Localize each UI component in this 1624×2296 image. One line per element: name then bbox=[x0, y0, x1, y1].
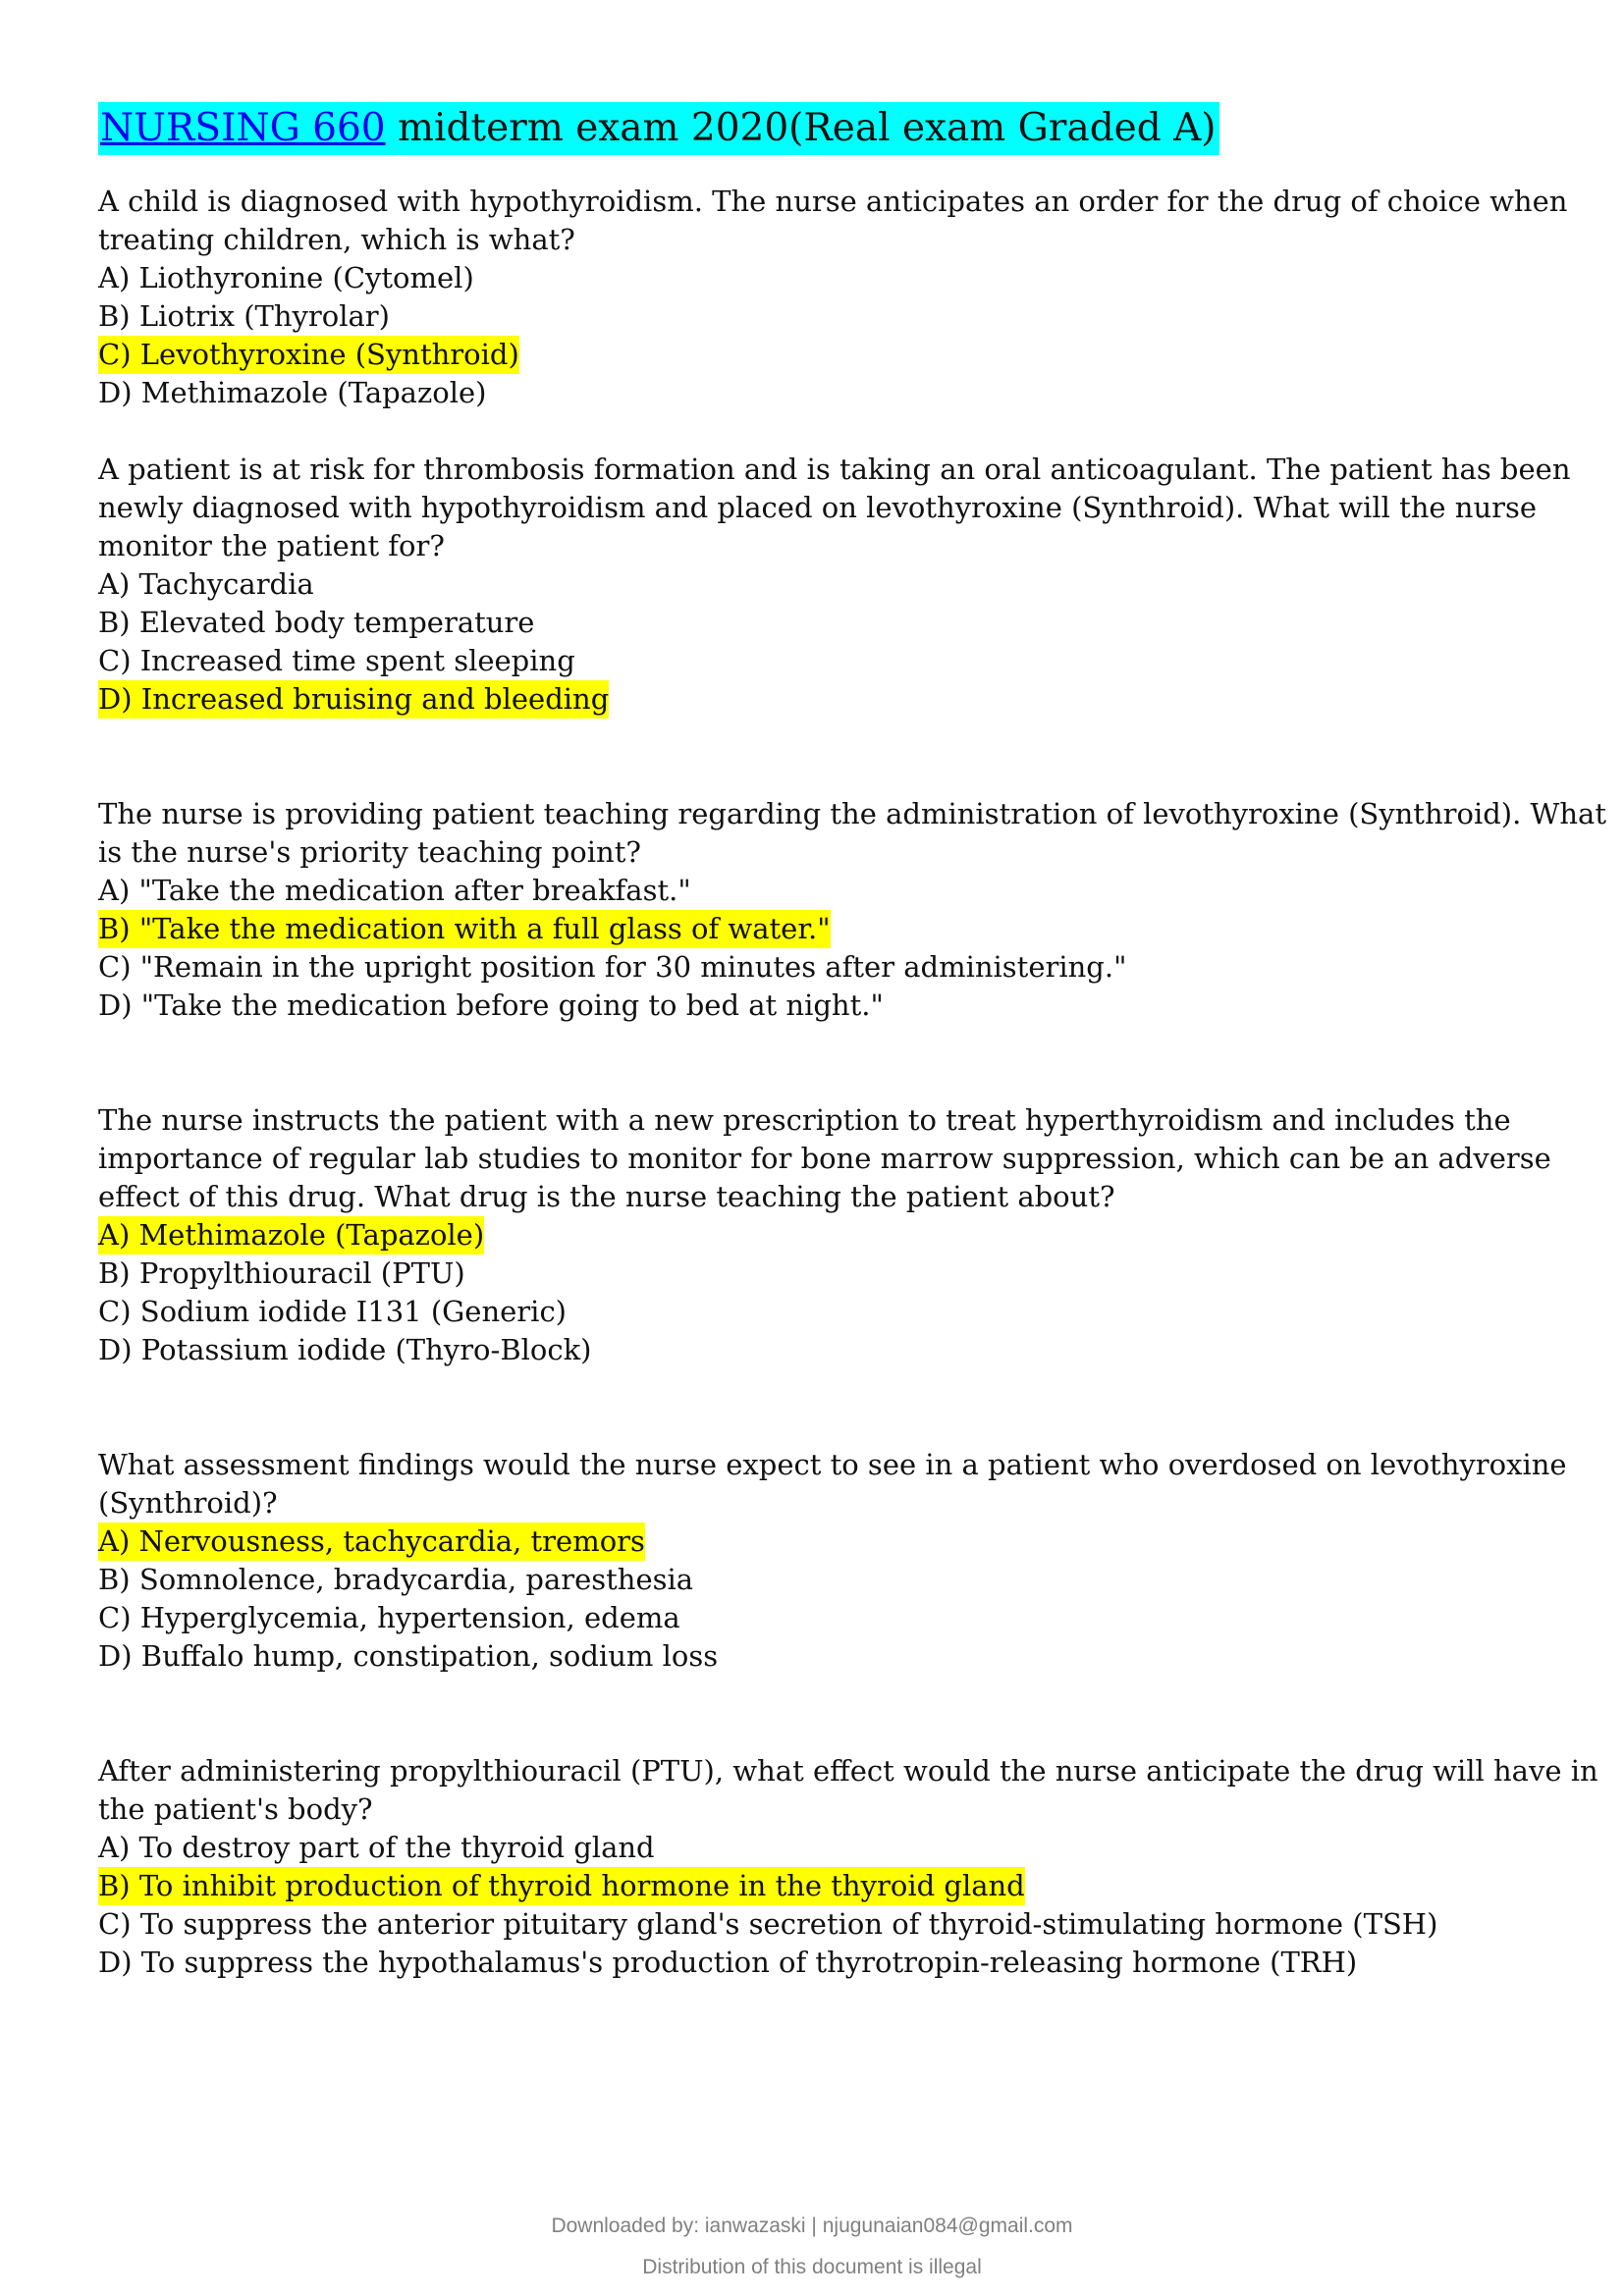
question-4-stem-line-2: importance of regular lab studies to monitor for bone marrow suppression, which can be an adverse bbox=[98, 1142, 1551, 1175]
question-2-option-d bbox=[98, 680, 1571, 719]
question-4-option-d: D) Potassium iodide (Thyro-Block) bbox=[98, 1333, 592, 1366]
question-2-option-c: C) Increased time spent sleeping bbox=[98, 644, 575, 677]
question-6 bbox=[98, 1752, 1598, 1982]
highlighted-answer: D) Increased bruising and bleeding bbox=[98, 680, 609, 719]
question-3-stem-line-2: is the nurse's priority teaching point? bbox=[98, 835, 641, 869]
question-4-option-c: C) Sodium iodide I131 (Generic) bbox=[98, 1295, 567, 1328]
question-6-option-c: C) To suppress the anterior pituitary gland's secretion of thyroid-stimulating hormone (TSH) bbox=[98, 1907, 1438, 1941]
question-5 bbox=[98, 1446, 1571, 1676]
document-title bbox=[98, 102, 1219, 155]
question-6-option-d: D) To suppress the hypothalamus's production of thyrotropin-releasing hormone (TRH) bbox=[98, 1946, 1358, 1979]
question-1-option-c bbox=[98, 336, 1571, 374]
question-3-option-c: C) "Remain in the upright position for 30 minutes after administering." bbox=[98, 950, 1127, 984]
question-2-option-b: B) Elevated body temperature bbox=[98, 606, 535, 639]
question-5-stem-line-2: (Synthroid)? bbox=[98, 1486, 278, 1520]
question-1-stem-line-1: A child is diagnosed with hypothyroidism. The nurse anticipates an order for the drug of choice when bbox=[98, 185, 1568, 218]
question-4-stem-line-3: effect of this drug. What drug is the nurse teaching the patient about? bbox=[98, 1180, 1115, 1213]
question-4-option-a bbox=[98, 1216, 1571, 1255]
question-1-option-a: A) Liothyronine (Cytomel) bbox=[98, 261, 474, 294]
question-2-option-a: A) Tachycardia bbox=[98, 567, 314, 601]
question-3-option-d: D) "Take the medication before going to bed at night." bbox=[98, 988, 884, 1022]
question-3-option-b bbox=[98, 910, 1571, 948]
footer-distribution-notice: Distribution of this document is illegal bbox=[642, 2256, 982, 2278]
question-3-option-a: A) "Take the medication after breakfast." bbox=[98, 874, 691, 907]
question-2-stem-line-3: monitor the patient for? bbox=[98, 529, 445, 562]
highlighted-answer: A) Methimazole (Tapazole) bbox=[98, 1216, 484, 1255]
question-1-option-d: D) Methimazole (Tapazole) bbox=[98, 376, 487, 409]
question-5-option-a bbox=[98, 1522, 1571, 1561]
highlighted-answer: B) To inhibit production of thyroid hormone in the thyroid gland bbox=[98, 1867, 1025, 1905]
footer-downloaded-by: Downloaded by: ianwazaski | njugunaian084@gmail.com bbox=[551, 2215, 1073, 2237]
question-6-stem-line-2: the patient's body? bbox=[98, 1792, 373, 1826]
question-5-option-b: B) Somnolence, bradycardia, paresthesia bbox=[98, 1563, 694, 1596]
question-2 bbox=[98, 451, 1571, 719]
question-6-stem-line-1: After administering propylthiouracil (PTU), what effect would the nurse anticipate the drug will have in bbox=[98, 1754, 1598, 1788]
course-link[interactable]: NURSING 660 bbox=[100, 106, 386, 150]
question-1 bbox=[98, 183, 1571, 412]
question-6-option-b bbox=[98, 1867, 1571, 1905]
highlighted-answer: C) Levothyroxine (Synthroid) bbox=[98, 336, 519, 374]
question-4 bbox=[98, 1101, 1571, 1369]
question-6-option-a: A) To destroy part of the thyroid gland bbox=[98, 1831, 655, 1864]
highlighted-answer: A) Nervousness, tachycardia, tremors bbox=[98, 1522, 645, 1561]
question-2-stem-line-1: A patient is at risk for thrombosis formation and is taking an oral anticoagulant. The patient has been bbox=[98, 453, 1571, 486]
question-5-stem-line-1: What assessment findings would the nurse expect to see in a patient who overdosed on levothyroxine bbox=[98, 1448, 1567, 1481]
question-1-stem-line-2: treating children, which is what? bbox=[98, 223, 575, 256]
question-2-stem-line-2: newly diagnosed with hypothyroidism and placed on levothyroxine (Synthroid). What will the nurse bbox=[98, 491, 1538, 524]
document-page bbox=[98, 102, 1606, 1982]
question-4-option-b: B) Propylthiouracil (PTU) bbox=[98, 1256, 465, 1290]
question-3 bbox=[98, 795, 1606, 1025]
question-1-option-b: B) Liotrix (Thyrolar) bbox=[98, 299, 390, 333]
question-5-option-d: D) Buffalo hump, constipation, sodium loss bbox=[98, 1639, 719, 1673]
highlighted-answer: B) "Take the medication with a full glass of water." bbox=[98, 910, 831, 948]
title-text: midterm exam 2020(Real exam Graded A) bbox=[385, 106, 1217, 150]
question-5-option-c: C) Hyperglycemia, hypertension, edema bbox=[98, 1601, 680, 1634]
question-4-stem-line-1: The nurse instructs the patient with a new prescription to treat hyperthyroidism and includes the bbox=[98, 1103, 1511, 1137]
question-3-stem-line-1: The nurse is providing patient teaching regarding the administration of levothyroxine (Synthroid). What bbox=[98, 797, 1606, 830]
